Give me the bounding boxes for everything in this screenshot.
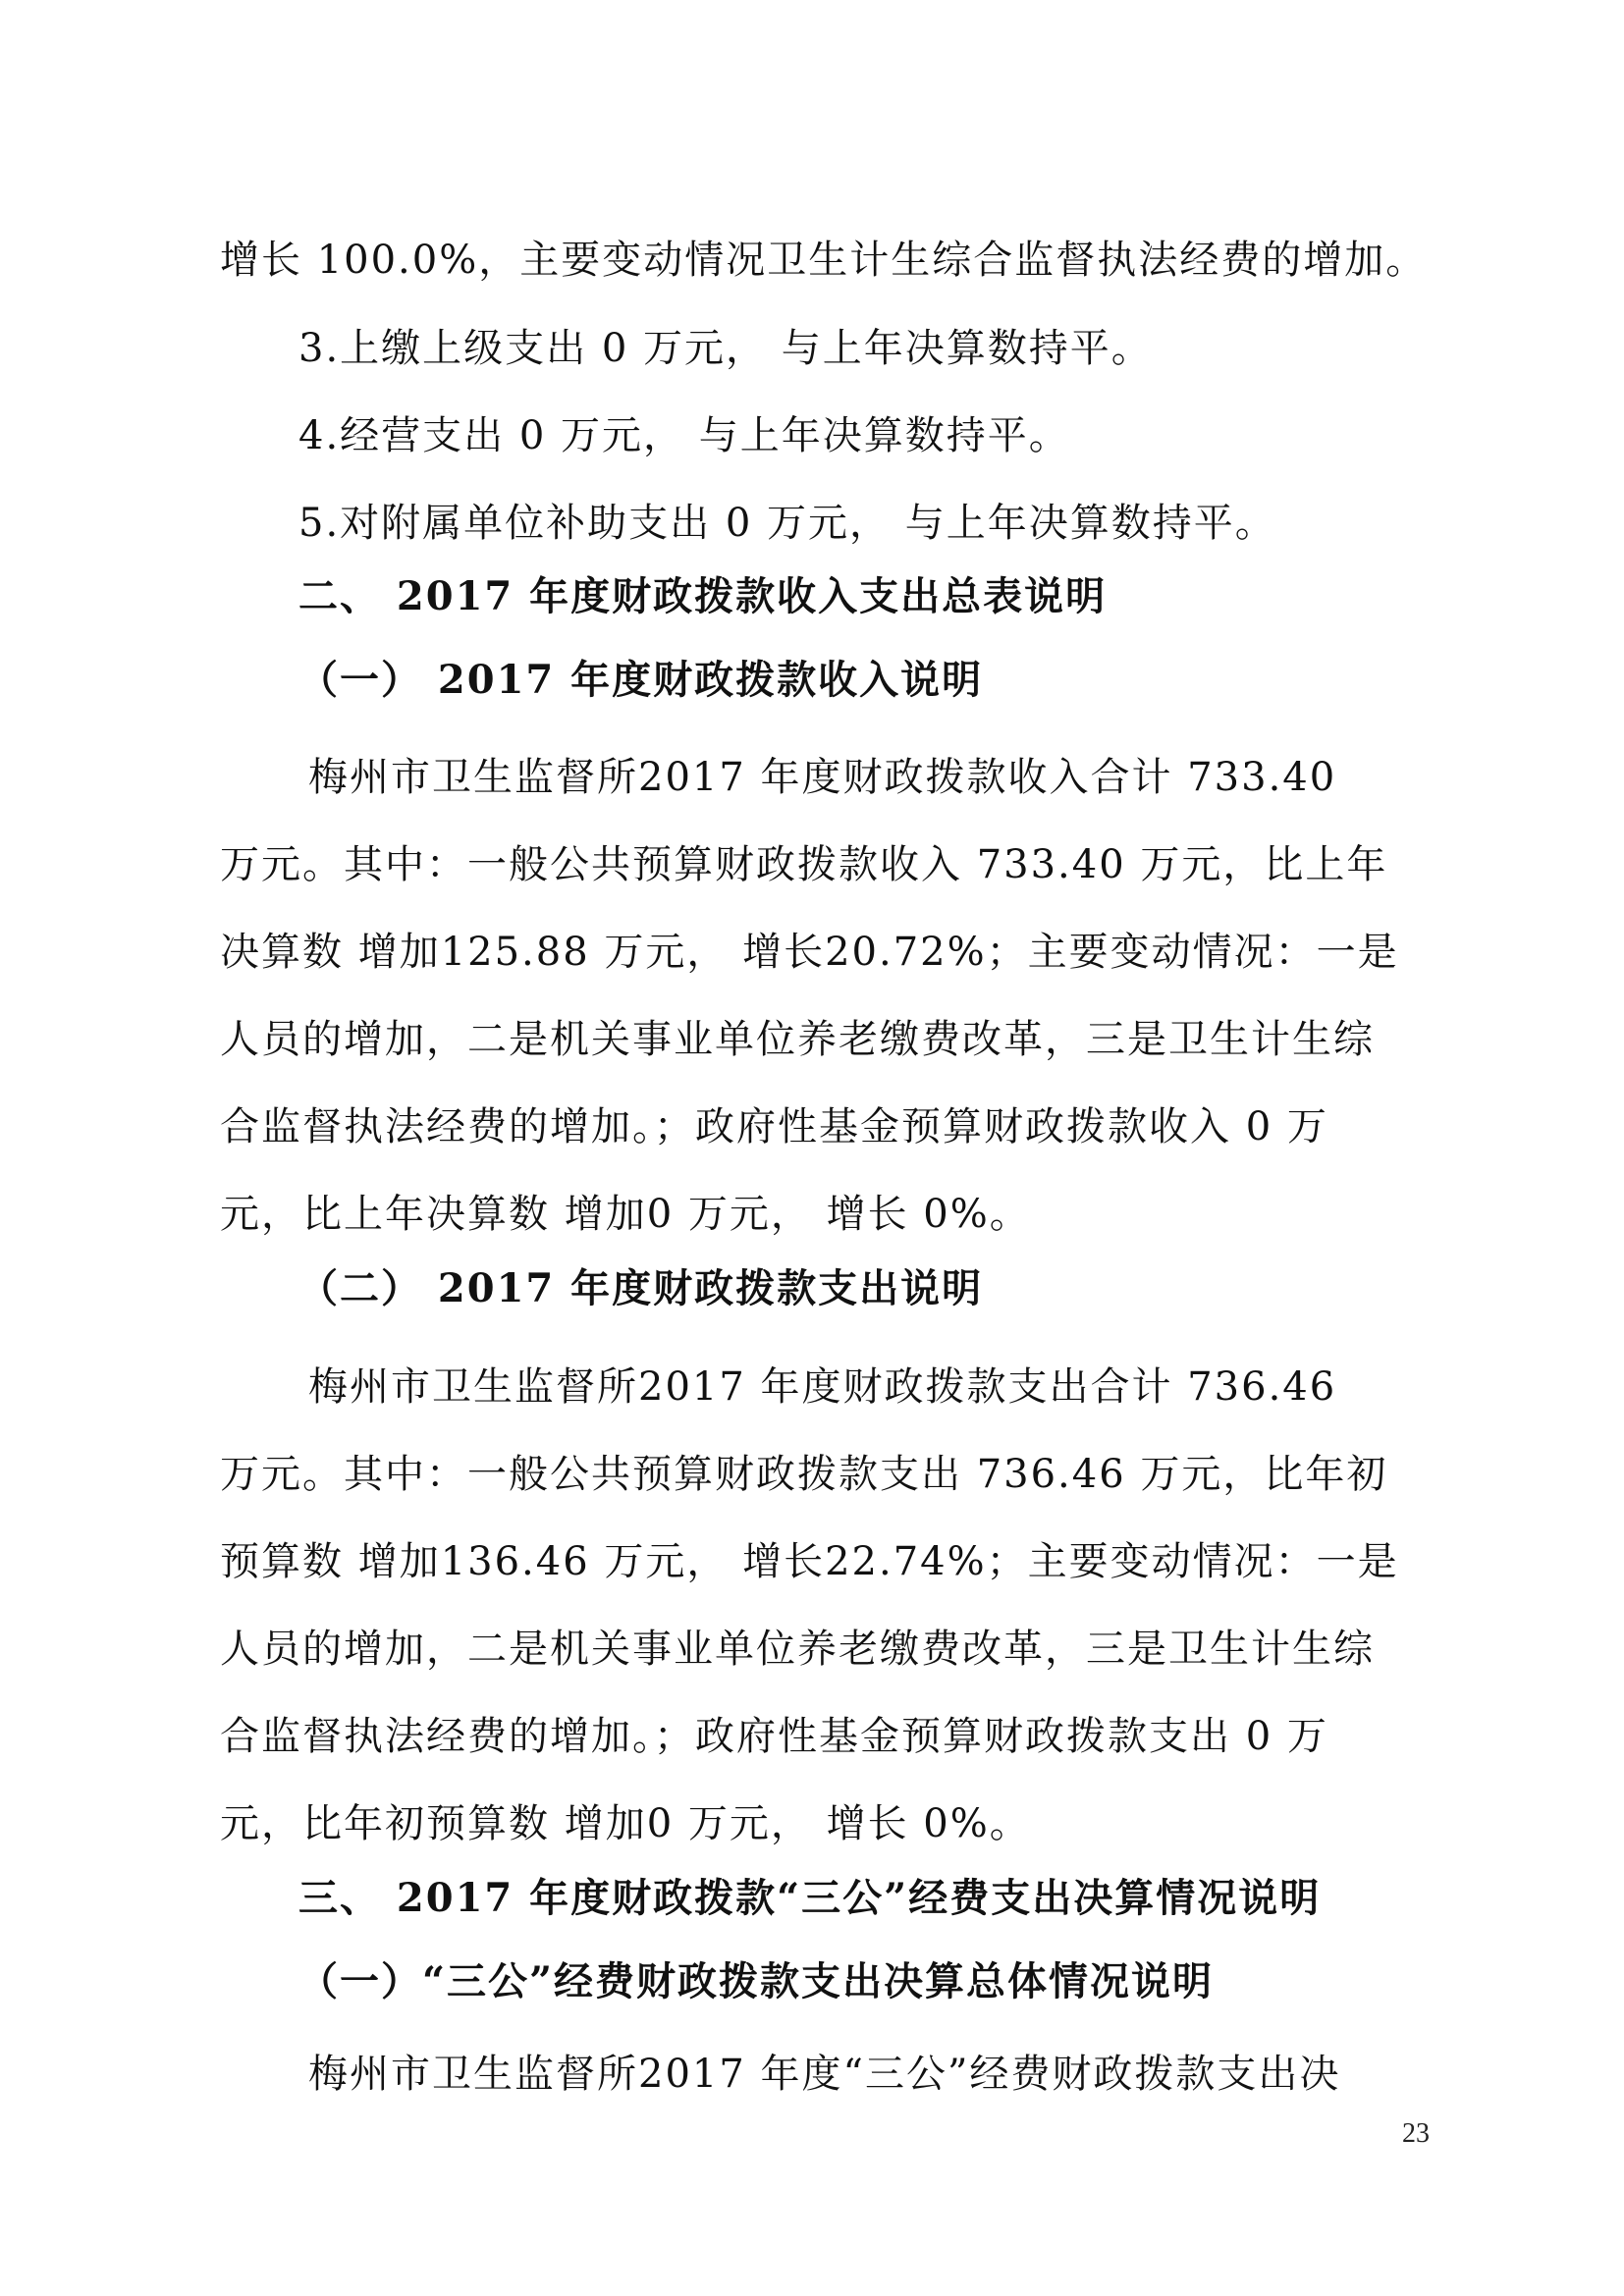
subsection-heading-2-1: （一） 2017 年度财政拨款收入说明 (298, 657, 984, 703)
text-line-15: 万元。其中：一般公共预算财政拨款支出 736.46 万元，比年初 (220, 1452, 1388, 1497)
text-line-16: 预算数 增加136.46 万元， 增长22.74%；主要变动情况：一是 (220, 1539, 1399, 1584)
text-line-19: 元，比年初预算数 增加0 万元， 增长 0%。 (220, 1801, 1031, 1846)
text-line-7: 梅州市卫生监督所2017 年度财政拨款收入合计 733.40 (308, 755, 1337, 800)
text-line-4: 5.对附属单位补助支出 0 万元， 与上年决算数持平。 (298, 501, 1276, 546)
text-line-18: 合监督执法经费的增加。；政府性基金预算财政拨款支出 0 万 (220, 1714, 1328, 1759)
subsection-heading-2-2: （二） 2017 年度财政拨款支出说明 (298, 1265, 984, 1311)
text-line-11: 合监督执法经费的增加。；政府性基金预算财政拨款收入 0 万 (220, 1104, 1328, 1149)
text-line-8: 万元。其中：一般公共预算财政拨款收入 733.40 万元，比上年 (220, 842, 1388, 887)
text-line-1: 增长 100.0%，主要变动情况卫生计生综合监督执法经费的增加。 (220, 238, 1428, 283)
text-line-12: 元，比上年决算数 增加0 万元， 增长 0%。 (220, 1192, 1031, 1237)
text-line-2: 3.上缴上级支出 0 万元， 与上年决算数持平。 (298, 326, 1153, 371)
text-line-3: 4.经营支出 0 万元， 与上年决算数持平。 (298, 413, 1070, 458)
section-heading-3: 三、 2017 年度财政拨款“三公”经费支出决算情况说明 (298, 1875, 1322, 1921)
text-line-10: 人员的增加，二是机关事业单位养老缴费改革，三是卫生计生综 (220, 1017, 1375, 1062)
section-heading-2: 二、 2017 年度财政拨款收入支出总表说明 (298, 573, 1108, 619)
page-number: 23 (1402, 2118, 1430, 2149)
text-line-9: 决算数 增加125.88 万元， 增长20.72%；主要变动情况：一是 (220, 930, 1399, 975)
text-line-22: 梅州市卫生监督所2017 年度“三公”经费财政拨款支出决 (308, 2052, 1341, 2097)
subsection-heading-3-1: （一）“三公”经费财政拨款支出决算总体情况说明 (298, 1958, 1215, 2004)
text-line-14: 梅州市卫生监督所2017 年度财政拨款支出合计 736.46 (308, 1364, 1337, 1410)
text-line-17: 人员的增加，二是机关事业单位养老缴费改革，三是卫生计生综 (220, 1627, 1375, 1672)
